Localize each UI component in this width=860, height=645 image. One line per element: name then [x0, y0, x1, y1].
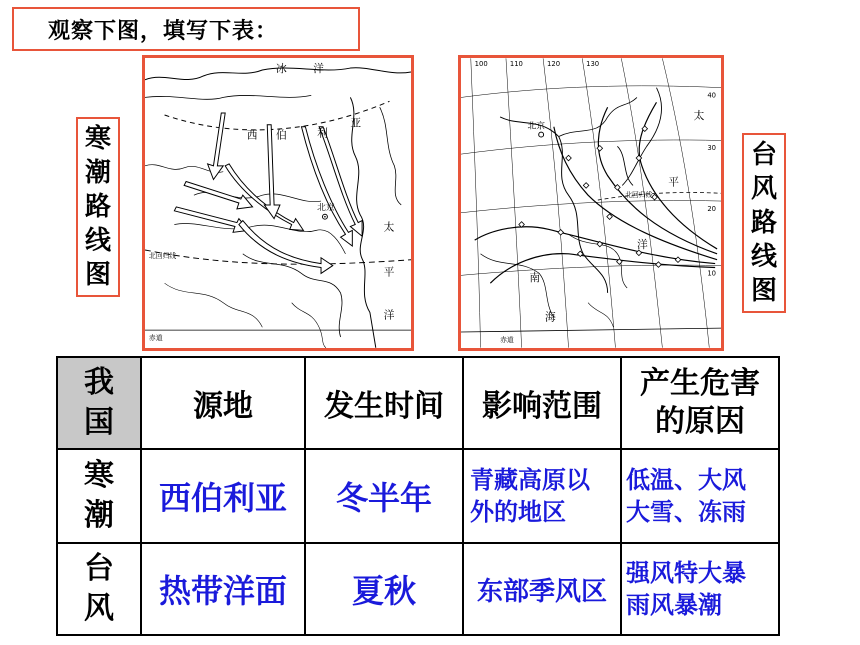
map-label-tropic: 北回归线 — [148, 251, 177, 260]
header-range: 影响范围 — [463, 357, 621, 449]
typhoon-range: 东部季风区 — [463, 543, 621, 635]
cold-wave-time: 冬半年 — [305, 449, 463, 543]
cold-wave-source: 西伯利亚 — [141, 449, 305, 543]
header-cause-line: 的原因 — [655, 404, 745, 439]
map-label-ya: 亚 — [350, 116, 362, 130]
map-label-li: 利 — [317, 126, 328, 140]
row-head-char: 潮 — [84, 498, 114, 533]
map-label-lon-130: 130 — [586, 60, 600, 69]
map-label-ping: 平 — [668, 175, 679, 189]
row-head-char: 寒 — [84, 458, 114, 493]
typhoon-time: 夏秋 — [305, 543, 463, 635]
typhoon-cause — [621, 543, 779, 635]
map-label-yang: 洋 — [383, 308, 395, 322]
typhoon-label-char: 路 — [750, 208, 777, 238]
cold-wave-label — [76, 117, 120, 297]
row-head-char: 台 — [84, 551, 114, 586]
corner-char: 国 — [84, 405, 114, 440]
cold-wave-cause — [621, 449, 779, 543]
map-label-beijing: 北京 — [317, 202, 335, 213]
title-text: 观察下图，填写下表： — [48, 18, 279, 44]
map-label-bing: 冰 — [276, 61, 287, 75]
table-corner-cell — [57, 357, 141, 449]
info-table — [56, 356, 780, 636]
typhoon-cause-line: 强风特大暴 — [626, 559, 746, 587]
cold-wave-label-char: 线 — [84, 226, 111, 256]
cold-wave-label-char: 寒 — [84, 124, 111, 154]
map-label-lon-100: 100 — [474, 60, 488, 69]
cold-wave-map — [142, 55, 414, 351]
typhoon-map-svg — [461, 58, 721, 348]
map-label-equator: 赤道 — [148, 333, 163, 342]
row-head-cold-wave — [57, 449, 141, 543]
cold-wave-label-char: 图 — [84, 260, 111, 290]
cold-wave-range-line: 外的地区 — [470, 498, 566, 526]
cold-wave-label-char: 路 — [84, 192, 111, 222]
map-label-ping: 平 — [383, 265, 395, 279]
map-label-nan: 南 — [529, 271, 541, 285]
header-source: 源地 — [141, 357, 305, 449]
typhoon-label-char: 台 — [750, 140, 777, 170]
typhoon-label-char: 线 — [750, 242, 777, 272]
typhoon-cause-line: 雨风暴潮 — [626, 591, 722, 619]
typhoon-label — [742, 133, 786, 313]
map-label-lat-40: 40 — [707, 91, 717, 100]
row-head-char: 风 — [84, 591, 114, 626]
map-label-tropic: 北回归线 — [625, 191, 653, 200]
map-label-xi: 西 — [246, 128, 258, 142]
map-label-yang: 洋 — [636, 237, 648, 251]
map-label-hai: 海 — [545, 310, 556, 324]
header-cause — [621, 357, 779, 449]
map-label-lat-30: 30 — [707, 144, 717, 153]
typhoon-map — [458, 55, 724, 351]
cold-wave-cause-line: 低温、大风 — [626, 466, 746, 494]
cold-wave-cause-line: 大雪、冻雨 — [626, 498, 746, 526]
cold-wave-range-line: 青藏高原以 — [470, 466, 590, 494]
map-label-tai: 太 — [383, 220, 395, 234]
header-time: 发生时间 — [305, 357, 463, 449]
table-header-row — [57, 357, 779, 449]
map-label-beijing: 北京 — [527, 121, 546, 132]
map-label-lon-120: 120 — [547, 60, 561, 69]
map-label-equator: 赤道 — [500, 335, 514, 344]
map-label-yang-top: 洋 — [313, 61, 324, 75]
map-label-tai: 太 — [693, 108, 705, 122]
header-cause-line: 产生危害 — [640, 366, 760, 401]
map-label-lat-10: 10 — [707, 269, 717, 278]
cold-wave-label-char: 潮 — [84, 158, 111, 188]
map-label-lon-110: 110 — [509, 60, 523, 69]
row-head-typhoon — [57, 543, 141, 635]
table-row — [57, 543, 779, 635]
typhoon-label-char: 图 — [750, 276, 777, 306]
table-row — [57, 449, 779, 543]
typhoon-source: 热带洋面 — [141, 543, 305, 635]
map-label-lat-20: 20 — [707, 204, 717, 213]
cold-wave-range — [463, 449, 621, 543]
cold-wave-map-svg — [145, 58, 411, 348]
title-box — [12, 7, 360, 51]
map-label-bo: 伯 — [276, 128, 287, 142]
typhoon-label-char: 风 — [750, 174, 777, 204]
corner-char: 我 — [84, 365, 114, 400]
